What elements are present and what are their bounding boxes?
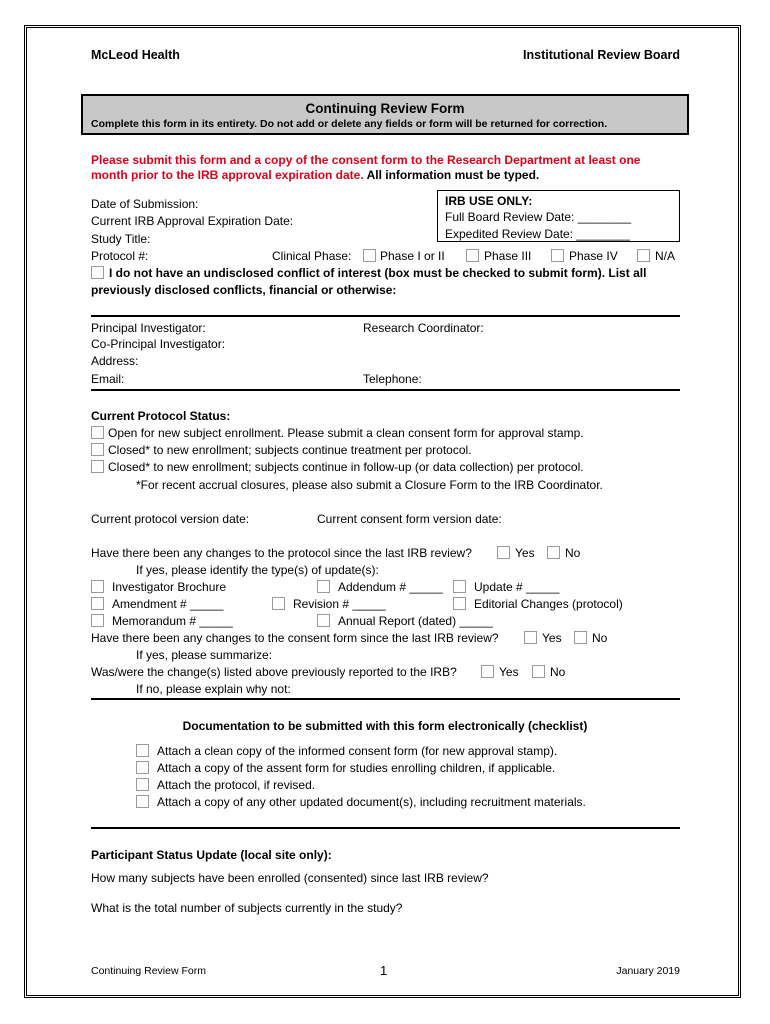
phase-4-checkbox[interactable]: [551, 249, 564, 262]
total-subjects-question: What is the total number of subjects currently in the study?: [91, 901, 403, 915]
changes-yes-checkbox[interactable]: [497, 546, 510, 559]
date-submission-label: Date of Submission:: [91, 197, 199, 211]
expedited-date: Expedited Review Date: ________: [445, 227, 630, 241]
pi-label: Principal Investigator:: [91, 321, 206, 335]
clinical-phase-label: Clinical Phase:: [272, 249, 352, 263]
memorandum-checkbox[interactable]: [91, 614, 104, 627]
investigator-brochure-checkbox[interactable]: [91, 580, 104, 593]
status-closed-treatment-checkbox[interactable]: [91, 443, 104, 456]
annual-report-checkbox[interactable]: [317, 614, 330, 627]
status-closed-followup-checkbox[interactable]: [91, 460, 104, 473]
amendment-label: Amendment # _____: [112, 597, 224, 611]
status-open-label: Open for new subject enrollment. Please submit a clean consent form for approval stamp.: [108, 426, 584, 440]
doc-protocol-checkbox[interactable]: [136, 778, 149, 791]
form-title: Continuing Review Form: [305, 101, 465, 116]
doc-assent-label: Attach a copy of the assent form for studies enrolling children, if applicable.: [157, 761, 556, 775]
editorial-label: Editorial Changes (protocol): [474, 597, 623, 611]
divider: [91, 389, 680, 391]
changes-yes-label: Yes: [515, 546, 535, 560]
identify-updates: If yes, please identify the type(s) of update(s):: [136, 563, 379, 577]
doc-consent-label: Attach a clean copy of the informed consent form (for new approval stamp).: [157, 744, 558, 758]
consent-yes-label: Yes: [542, 631, 562, 645]
conflict-checkbox[interactable]: [91, 266, 104, 279]
amendment-checkbox[interactable]: [91, 597, 104, 610]
reported-yes-label: Yes: [499, 665, 519, 679]
protocol-label: Protocol #:: [91, 249, 149, 263]
title-box: [81, 94, 689, 135]
revision-checkbox[interactable]: [272, 597, 285, 610]
reported-no-label: No: [550, 665, 566, 679]
page-number: 1: [380, 963, 388, 978]
phase-1-2-checkbox[interactable]: [363, 249, 376, 262]
changes-no-label: No: [565, 546, 581, 560]
consent-no-label: No: [592, 631, 608, 645]
changes-question: Have there been any changes to the protocol since the last IRB review?: [91, 546, 472, 560]
phase-na-label: N/A: [655, 249, 676, 263]
participant-heading: Participant Status Update (local site only):: [91, 848, 332, 862]
investigator-brochure-label: Investigator Brochure: [112, 580, 227, 594]
doc-consent-checkbox[interactable]: [136, 744, 149, 757]
update-checkbox[interactable]: [453, 580, 466, 593]
doc-other-checkbox[interactable]: [136, 795, 149, 808]
status-closed-followup-label: Closed* to new enrollment; subjects continue in follow-up (or data collection) per protocol.: [108, 460, 584, 474]
divider: [91, 698, 680, 700]
phase-3-checkbox[interactable]: [466, 249, 479, 262]
notice-line-1: Please submit this form and a copy of the consent form to the Research Department at least one: [91, 153, 641, 167]
notice-line-2: month prior to the IRB approval expiration date. All information must be typed.: [91, 168, 540, 182]
irb-use-box: [437, 190, 680, 242]
status-closed-treatment-label: Closed* to new enrollment; subjects continue treatment per protocol.: [108, 443, 472, 457]
consent-changes-question: Have there been any changes to the consent form since the last IRB review?: [91, 631, 499, 645]
typed-note: All information must be typed.: [363, 168, 540, 182]
form-instruction: Complete this form in its entirety. Do not add or delete any fields or form will be returned for correction.: [91, 118, 608, 130]
doc-assent-checkbox[interactable]: [136, 761, 149, 774]
full-board-date: Full Board Review Date: ________: [445, 210, 632, 224]
consent-yes-checkbox[interactable]: [524, 631, 537, 644]
reported-question: Was/were the change(s) listed above previously reported to the IRB?: [91, 665, 457, 679]
telephone-label: Telephone:: [363, 372, 422, 386]
changes-no-checkbox[interactable]: [547, 546, 560, 559]
footer-date: January 2019: [616, 965, 680, 977]
irb-use-title: IRB USE ONLY:: [445, 194, 533, 208]
phase-na-checkbox[interactable]: [637, 249, 650, 262]
divider: [91, 315, 680, 317]
documentation-heading: Documentation to be submitted with this form electronically (checklist): [182, 719, 588, 733]
co-pi-label: Co-Principal Investigator:: [91, 337, 226, 351]
phase-4-label: Phase IV: [569, 249, 618, 263]
reported-yes-checkbox[interactable]: [481, 665, 494, 678]
editorial-checkbox[interactable]: [453, 597, 466, 610]
summarize-label: If yes, please summarize:: [136, 648, 273, 662]
annual-report-label: Annual Report (dated) _____: [338, 614, 493, 628]
protocol-version-label: Current protocol version date:: [91, 512, 250, 526]
explain-label: If no, please explain why not:: [136, 682, 291, 696]
address-label: Address:: [91, 354, 139, 368]
board-name: Institutional Review Board: [523, 48, 680, 62]
consent-version-label: Current consent form version date:: [317, 512, 502, 526]
study-title-label: Study Title:: [91, 232, 151, 246]
divider: [91, 827, 680, 829]
org-name: McLeod Health: [91, 48, 180, 62]
consent-no-checkbox[interactable]: [574, 631, 587, 644]
addendum-label: Addendum # _____: [338, 580, 443, 594]
conflict-line-2: previously disclosed conflicts, financial or otherwise:: [91, 283, 397, 297]
expiration-label: Current IRB Approval Expiration Date:: [91, 214, 294, 228]
reported-no-checkbox[interactable]: [532, 665, 545, 678]
conflict-line-1: I do not have an undisclosed conflict of interest (box must be checked to submit form). List all: [109, 266, 647, 280]
addendum-checkbox[interactable]: [317, 580, 330, 593]
closure-note: *For recent accrual closures, please also submit a Closure Form to the IRB Coordinator.: [136, 478, 603, 492]
update-label: Update # _____: [474, 580, 560, 594]
doc-other-label: Attach a copy of any other updated document(s), including recruitment materials.: [157, 795, 586, 809]
status-open-checkbox[interactable]: [91, 426, 104, 439]
doc-protocol-label: Attach the protocol, if revised.: [157, 778, 316, 792]
phase-3-label: Phase III: [484, 249, 532, 263]
memorandum-label: Memorandum # _____: [112, 614, 233, 628]
email-label: Email:: [91, 372, 125, 386]
coordinator-label: Research Coordinator:: [363, 321, 484, 335]
footer-form-name: Continuing Review Form: [91, 965, 206, 977]
revision-label: Revision # _____: [293, 597, 386, 611]
protocol-status-heading: Current Protocol Status:: [91, 409, 231, 423]
phase-1-2-label: Phase I or II: [380, 249, 445, 263]
enrolled-question: How many subjects have been enrolled (consented) since last IRB review?: [91, 871, 489, 885]
